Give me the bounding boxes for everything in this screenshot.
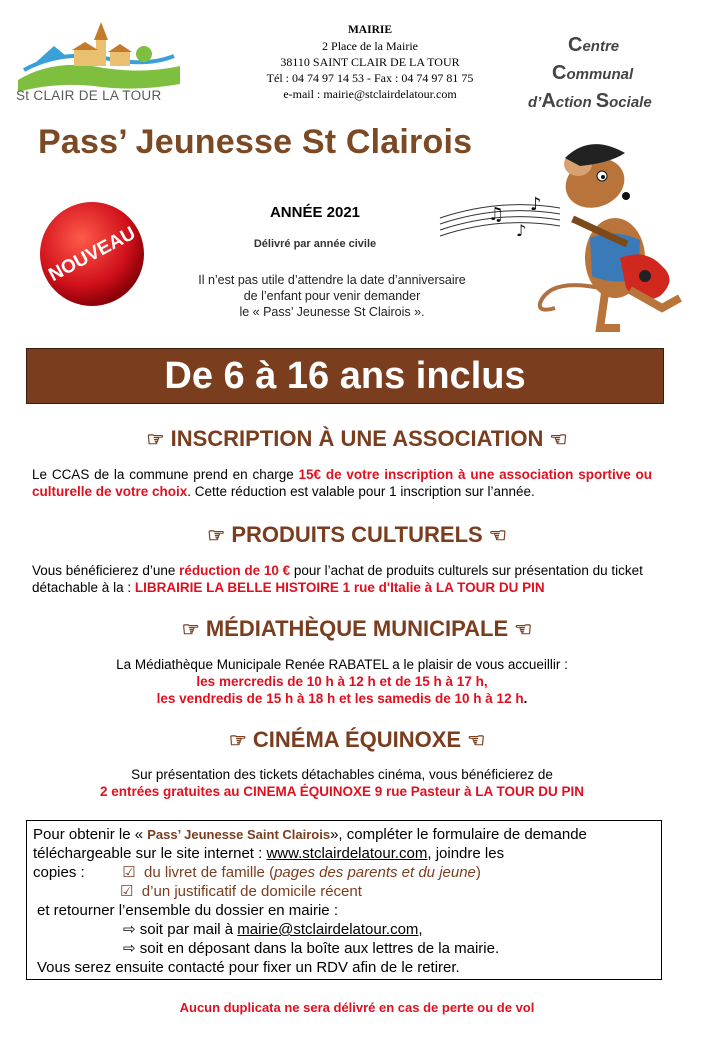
text-part: téléchargeable sur le site internet :	[33, 845, 267, 862]
ccas-l3-mid: ction	[555, 94, 596, 111]
hand-pointing-right-icon: ☞	[228, 730, 247, 752]
svg-text:♪: ♪	[530, 194, 542, 215]
hand-pointing-left-icon: ☜	[514, 619, 533, 641]
text-part: pages des parents et du jeune	[274, 864, 476, 881]
text-part: Vous bénéficierez d’une	[32, 563, 180, 578]
ccas-c1: C	[568, 34, 583, 56]
pass-name: Pass’ Jeunesse Saint Clairois	[147, 827, 331, 842]
arrow-right-icon: ⇨	[123, 940, 136, 957]
logo-text: St CLAIR DE LA TOUR	[16, 88, 162, 103]
ccas-label	[520, 32, 700, 116]
text-part: )	[475, 864, 481, 881]
email-link[interactable]: mairie@stclairdelatour.com	[237, 921, 419, 938]
delivery-note: Délivré par année civile	[253, 238, 377, 250]
page-title: Pass’ Jeunesse St Clairois	[38, 123, 473, 161]
section-title-text: CINÉMA ÉQUINOXE	[252, 727, 462, 752]
checkbox-icon: ☑	[120, 883, 134, 900]
mairie-phone-fax: Tél : 04 74 97 14 53 - Fax : 04 74 97 81 75	[266, 71, 474, 85]
nouveau-badge	[38, 200, 146, 308]
age-range-banner: De 6 à 16 ans inclus	[26, 348, 664, 404]
text-highlight: 2 entrées gratuites au CINEMA ÉQUINOXE 9 rue Pasteur à LA TOUR DU PIN	[99, 784, 585, 799]
mairie-address-line1: 2 Place de la Mairie	[322, 39, 418, 53]
text-part: . Cette réduction est valable pour 1 inscription sur l’année.	[187, 484, 535, 499]
website-link[interactable]: www.stclairdelatour.com	[266, 845, 428, 862]
instructions-box	[26, 820, 662, 980]
badge-text: NOUVEAU	[45, 222, 140, 287]
text-part: .	[523, 691, 528, 706]
text-part: pour l’achat de produits culturels sur présentation du ticket détachable à la :	[32, 563, 643, 595]
text-highlight: 15€ de votre inscription à une association sportive ou culturelle de votre choix	[32, 467, 652, 499]
text-part: d’un justificatif de domicile récent	[141, 883, 362, 900]
section-title-text: MÉDIATHÈQUE MUNICIPALE	[205, 616, 509, 641]
ccas-l2: ommunal	[566, 66, 634, 83]
text-line: et retourner l’ensemble du dossier en mairie :	[37, 902, 338, 919]
text-highlight: les vendredis de 15 h à 18 h et les samedis de 10 h à 12 h	[156, 691, 524, 706]
hand-pointing-right-icon: ☞	[207, 525, 226, 547]
text-highlight: les mercredis de 10 h à 12 h et de 15 h à 17 h,	[196, 674, 488, 689]
ccas-l3-rest: ociale	[609, 94, 652, 111]
mairie-address-line2: 38110 SAINT CLAIR DE LA TOUR	[280, 55, 460, 69]
section-title-text: PRODUITS CULTURELS	[231, 522, 483, 547]
text-part: soit par mail à	[139, 921, 238, 938]
section-title-produits	[0, 522, 714, 548]
info-line-2: de l’enfant pour venir demander	[243, 289, 421, 303]
text-part: ,	[418, 921, 423, 938]
mairie-title: MAIRIE	[347, 24, 393, 36]
section-title-text: INSCRIPTION À UNE ASSOCIATION	[170, 426, 544, 451]
checkbox-icon: ☑	[122, 864, 136, 881]
hand-pointing-left-icon: ☜	[488, 525, 507, 547]
text-part: , joindre les	[427, 845, 505, 862]
text-highlight: LIBRAIRIE LA BELLE HISTOIRE 1 rue d'Italie à LA TOUR DU PIN	[134, 580, 545, 595]
section-title-association	[0, 426, 714, 452]
ccas-s: S	[595, 90, 610, 112]
text-part: Le CCAS de la commune prend en charge	[32, 467, 299, 482]
hand-pointing-right-icon: ☞	[146, 429, 165, 451]
section-text-produits	[32, 562, 652, 596]
text-part: », compléter le formulaire de demande	[330, 826, 587, 843]
ccas-c2: C	[552, 62, 567, 84]
text-line: Sur présentation des tickets détachables cinéma, vous bénéficierez de	[131, 767, 553, 782]
ccas-l3-pre: d’	[528, 94, 542, 111]
hand-pointing-right-icon: ☞	[181, 619, 200, 641]
text-part: copies :	[33, 864, 85, 881]
hand-pointing-left-icon: ☜	[549, 429, 568, 451]
hand-pointing-left-icon: ☜	[467, 730, 486, 752]
guitar-mouse-illustration	[430, 128, 700, 338]
ccas-l1: entre	[582, 38, 620, 55]
mairie-email: e-mail : mairie@stclairdelatour.com	[283, 87, 457, 101]
section-title-mediatheque	[0, 616, 714, 642]
text-line: Vous serez ensuite contacté pour fixer un RDV afin de le retirer.	[37, 959, 460, 976]
ccas-a: A	[541, 90, 556, 112]
section-title-cinema	[0, 727, 714, 753]
arrow-right-icon: ⇨	[123, 921, 136, 938]
footer-note: Aucun duplicata ne sera délivré en cas de perte ou de vol	[179, 1000, 535, 1015]
info-line-1: Il n’est pas utile d’attendre la date d’anniversaire	[198, 273, 466, 287]
text-line: La Médiathèque Municipale Renée RABATEL a le plaisir de vous accueillir :	[116, 657, 568, 672]
year-label: ANNÉE 2021	[269, 204, 361, 221]
svg-text:♪: ♪	[516, 221, 527, 240]
section-text-cinema	[32, 766, 652, 800]
text-part: soit en déposant dans la boîte aux lettres de la mairie.	[139, 940, 500, 957]
info-line-3: le « Pass’ Jeunesse St Clairois ».	[239, 305, 425, 319]
section-text-association	[32, 466, 652, 500]
section-text-mediatheque	[32, 656, 652, 707]
mairie-address	[230, 22, 510, 102]
text-part: du livret de famille (	[144, 864, 275, 881]
text-highlight: réduction de 10 €	[179, 563, 291, 578]
svg-text:♫: ♫	[488, 204, 505, 225]
text-part: Pour obtenir le «	[33, 826, 148, 843]
